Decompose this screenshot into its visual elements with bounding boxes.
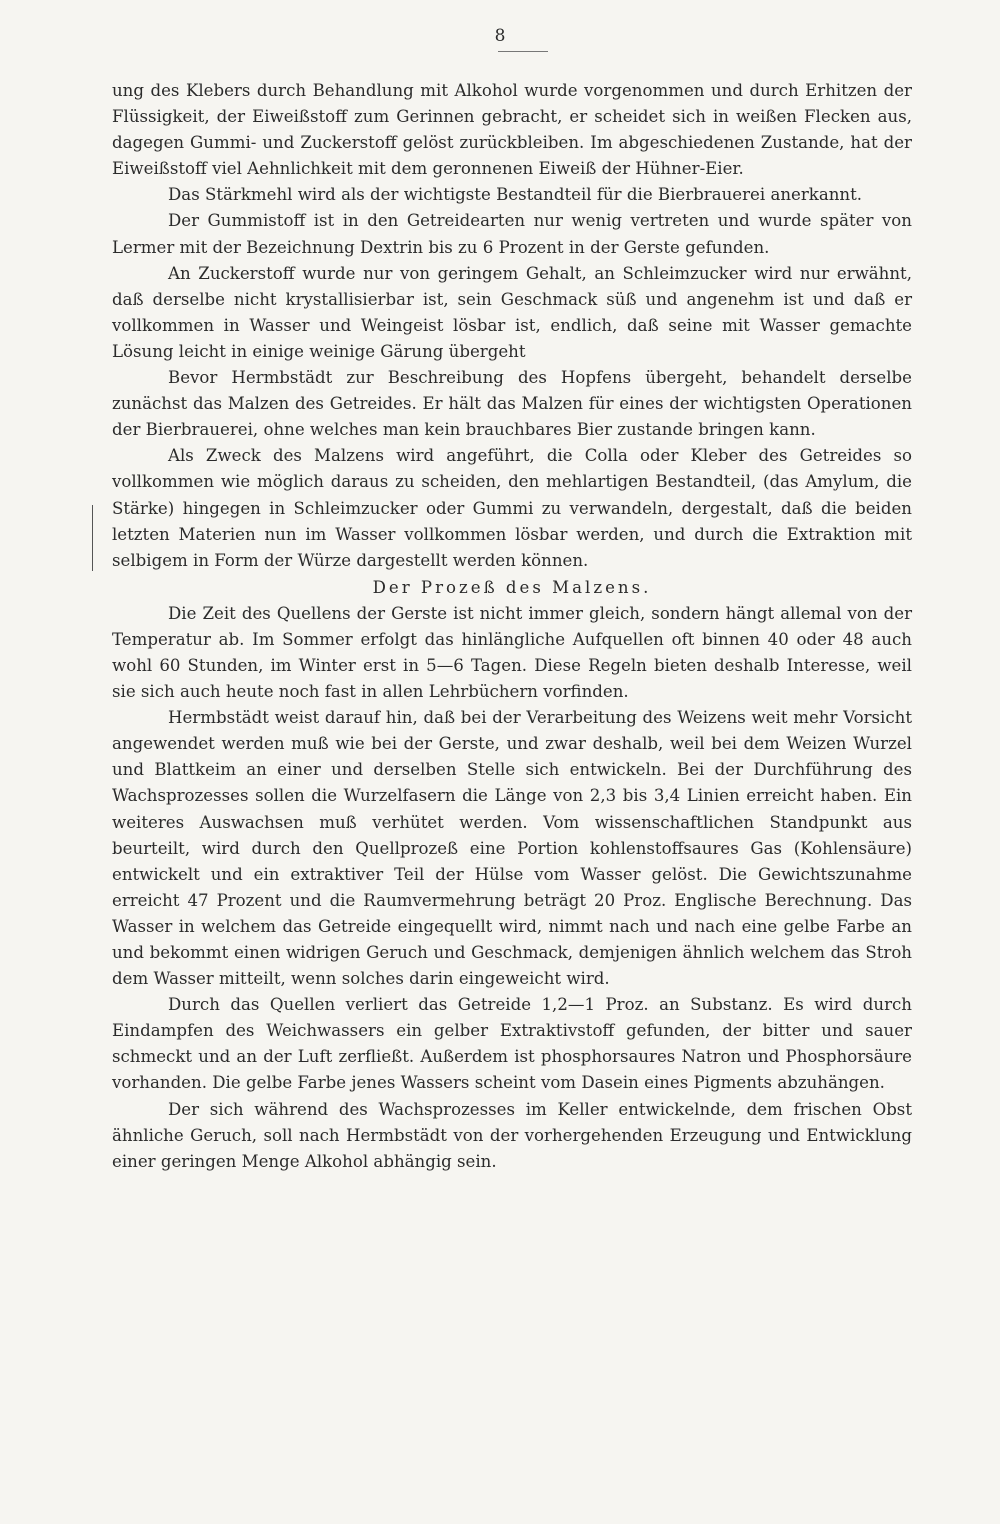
- paragraph: Als Zweck des Malzens wird angeführt, die Colla oder Kleber des Getreides so vollkommen wie möglich daraus zu scheiden, den mehlartigen Bestandteil, (das Amylum, die Stärke) hingegen in Schleimzucker oder Gummi zu verwandeln, dergestalt, daß die beiden letzten Materien nun im Wasser vollkommen lösbar werden, und durch die Extraktion mit selbigem in Form der Würze dargestellt werden können.: [112, 446, 912, 570]
- paragraph: Der Gummistoff ist in den Getreidearten nur wenig vertreten und wurde später von Lermer mit der Bezeichnung Dextrin bis zu 6 Prozent in der Gerste gefunden.: [112, 211, 912, 257]
- paragraph: Bevor Hermbstädt zur Beschreibung des Hopfens übergeht, behandelt derselbe zunächst das Malzen des Getreides. Er hält das Malzen für eines der wichtigsten Operationen der Bierbrauerei, ohne welches man kein brauchbares Bier zustande bringen kann.: [112, 368, 912, 440]
- margin-mark: [92, 505, 93, 571]
- page-number: 8: [494, 26, 506, 46]
- page-body: [112, 78, 912, 1175]
- paragraph: Das Stärkmehl wird als der wichtigste Bestandteil für die Bierbrauerei anerkannt.: [168, 185, 863, 205]
- paragraph: Hermbstädt weist darauf hin, daß bei der Verarbeitung des Weizens weit mehr Vorsicht angewendet werden muß wie bei der Gerste, und zwar deshalb, weil bei dem Weizen Wurzel und Blattkeim an einer und derselben Stelle sich entwickeln. Bei der Durchführung des Wachsprozesses sollen die Wurzelfasern die Länge von 2,3 bis 3,4 Linien erreicht haben. Ein weiteres Auswachsen muß verhütet werden. Vom wissenschaftlichen Standpunkt aus beurteilt, wird durch den Quellprozeß eine Portion kohlenstoffsaures Gas (Kohlensäure) entwickelt und ein extraktiver Teil der Hülse vom Wasser gelöst. Die Gewichtszunahme erreicht 47 Prozent und die Raumvermehrung beträgt 20 Proz. Englische Berechnung. Das Wasser in welchem das Getreide eingequellt wird, nimmt nach und nach eine gelbe Farbe an und bekommt einen widrigen Geruch und Geschmack, demjenigen ähnlich welchem das Stroh dem Wasser mitteilt, wenn solches darin eingeweicht wird.: [112, 708, 912, 989]
- paragraph: An Zuckerstoff wurde nur von geringem Gehalt, an Schleimzucker wird nur erwähnt, daß derselbe nicht krystallisierbar ist, sein Geschmack süß und angenehm ist und daß er vollkommen in Wasser und Weingeist lösbar ist, endlich, daß seine mit Wasser gemachte Lösung leicht in einige weinige Gärung übergeht: [112, 263, 912, 361]
- paragraph: Die Zeit des Quellens der Gerste ist nicht immer gleich, sondern hängt allemal von der Temperatur ab. Im Sommer erfolgt das hinlängliche Aufquellen oft binnen 40 oder 48 auch wohl 60 Stunden, im Winter erst in 5—6 Tagen. Diese Regeln bieten deshalb Interesse, weil sie sich auch heute noch fast in allen Lehrbüchern vorfinden.: [112, 603, 912, 702]
- header-rule: [498, 51, 548, 52]
- section-heading: Der Prozeß des Malzens.: [372, 577, 652, 597]
- paragraph: ung des Klebers durch Behandlung mit Alkohol wurde vorgenommen und durch Erhitzen der Flüssigkeit, der Eiweißstoff zum Gerinnen gebracht, er scheidet sich in weißen Flecken aus, dagegen Gummi- und Zuckerstoff gelöst zurückbleiben. Im abgeschiedenen Zustande, hat der Eiweißstoff viel Aehnlichkeit mit dem geronnenen Eiweiß der Hühner-Eier.: [112, 81, 912, 179]
- paragraph: Der sich während des Wachsprozesses im Keller entwickelnde, dem frischen Obst ähnliche Geruch, soll nach Hermbstädt von der vorhergehenden Erzeugung und Entwicklung einer geringen Menge Alkohol abhängig sein.: [112, 1099, 912, 1171]
- paragraph: Durch das Quellen verliert das Getreide 1,2—1 Proz. an Substanz. Es wird durch Eindampfen des Weichwassers ein gelber Extraktivstoff gefunden, der bitter und sauer schmeckt und an der Luft zerfließt. Außerdem ist phosphorsaures Natron und Phosphorsäure vorhanden. Die gelbe Farbe jenes Wassers scheint vom Dasein eines Pigments abzuhängen.: [112, 995, 912, 1093]
